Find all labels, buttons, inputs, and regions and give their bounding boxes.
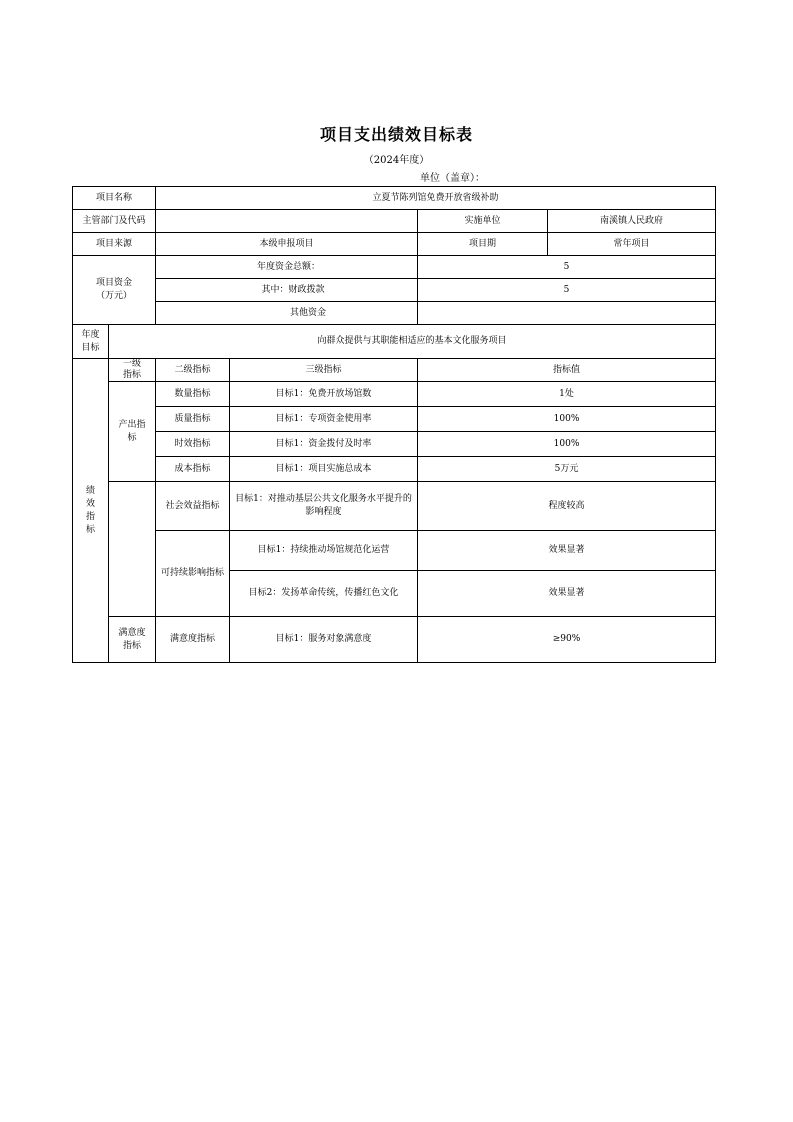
unit-label: 单位（盖章）： bbox=[420, 173, 485, 184]
project-name-value: 立夏节陈列馆免费开放省级补助 bbox=[156, 187, 716, 210]
output-label: 产出指 标 bbox=[109, 382, 156, 482]
performance-table bbox=[72, 186, 716, 663]
table-row bbox=[73, 482, 716, 531]
table-row bbox=[73, 407, 716, 432]
impl-value: 南溪镇人民政府 bbox=[548, 210, 716, 233]
output-level2: 质量指标 bbox=[156, 407, 230, 432]
funds-total-value: 5 bbox=[418, 256, 716, 279]
effect-label bbox=[109, 482, 156, 617]
social-level3: 目标1：对推动基层公共文化服务水平提升的影响程度 bbox=[230, 482, 418, 531]
perf-section-label: 绩 效 指 标 bbox=[73, 359, 109, 663]
satisfaction-value: ≥90% bbox=[418, 617, 716, 663]
header-level1: 一级 指标 bbox=[109, 359, 156, 382]
funds-label: 项目资金 （万元） bbox=[73, 256, 156, 325]
funds-other-value bbox=[418, 302, 716, 325]
table-row bbox=[73, 187, 716, 210]
sustain-level3: 目标1：持续推动场馆规范化运营 bbox=[230, 531, 418, 571]
output-level3: 目标1：项目实施总成本 bbox=[230, 457, 418, 482]
project-name-label: 项目名称 bbox=[73, 187, 156, 210]
page-title: 项目支出绩效目标表 bbox=[319, 125, 473, 144]
funds-fiscal-value: 5 bbox=[418, 279, 716, 302]
output-value: 1处 bbox=[418, 382, 716, 407]
funds-fiscal-label: 其中：财政拨款 bbox=[156, 279, 418, 302]
social-value: 程度较高 bbox=[418, 482, 716, 531]
table-row bbox=[73, 279, 716, 302]
output-value: 5万元 bbox=[418, 457, 716, 482]
header-level2: 二级指标 bbox=[156, 359, 230, 382]
output-value: 100% bbox=[418, 432, 716, 457]
dept-label: 主管部门及代码 bbox=[73, 210, 156, 233]
satisfaction-level2: 满意度指标 bbox=[156, 617, 230, 663]
table-row bbox=[73, 432, 716, 457]
satisfaction-level1: 满意度 指标 bbox=[109, 617, 156, 663]
output-level3: 目标1：免费开放场馆数 bbox=[230, 382, 418, 407]
header-value: 指标值 bbox=[418, 359, 716, 382]
output-level2: 成本指标 bbox=[156, 457, 230, 482]
table-row bbox=[73, 382, 716, 407]
source-value: 本级申报项目 bbox=[156, 233, 418, 256]
year-label: （2024年度） bbox=[363, 155, 430, 166]
sustain-level2: 可持续影响指标 bbox=[156, 531, 230, 617]
annual-goal-value: 向群众提供与其职能相适应的基本文化服务项目 bbox=[109, 325, 716, 359]
sustain-value: 效果显著 bbox=[418, 531, 716, 571]
output-value: 100% bbox=[418, 407, 716, 432]
output-level2: 数量指标 bbox=[156, 382, 230, 407]
source-label: 项目来源 bbox=[73, 233, 156, 256]
social-level2: 社会效益指标 bbox=[156, 482, 230, 531]
period-value: 常年项目 bbox=[548, 233, 716, 256]
table-row bbox=[73, 325, 716, 359]
output-level3: 目标1：资金拨付及时率 bbox=[230, 432, 418, 457]
sustain-value: 效果显著 bbox=[418, 571, 716, 617]
table-row bbox=[73, 233, 716, 256]
funds-total-label: 年度资金总额： bbox=[156, 256, 418, 279]
table-row bbox=[73, 617, 716, 663]
impl-label: 实施单位 bbox=[418, 210, 548, 233]
header-level3: 三级指标 bbox=[230, 359, 418, 382]
output-level2: 时效指标 bbox=[156, 432, 230, 457]
sustain-level3: 目标2：发扬革命传统，传播红色文化 bbox=[230, 571, 418, 617]
table-row bbox=[73, 457, 716, 482]
dept-value bbox=[156, 210, 418, 233]
period-label: 项目期 bbox=[418, 233, 548, 256]
table-row bbox=[73, 531, 716, 571]
annual-goal-label: 年度 目标 bbox=[73, 325, 109, 359]
satisfaction-level3: 目标1：服务对象满意度 bbox=[230, 617, 418, 663]
table-row bbox=[73, 302, 716, 325]
output-level3: 目标1：专项资金使用率 bbox=[230, 407, 418, 432]
table-row bbox=[73, 359, 716, 382]
table-row bbox=[73, 210, 716, 233]
funds-other-label: 其他资金 bbox=[156, 302, 418, 325]
table-row bbox=[73, 256, 716, 279]
